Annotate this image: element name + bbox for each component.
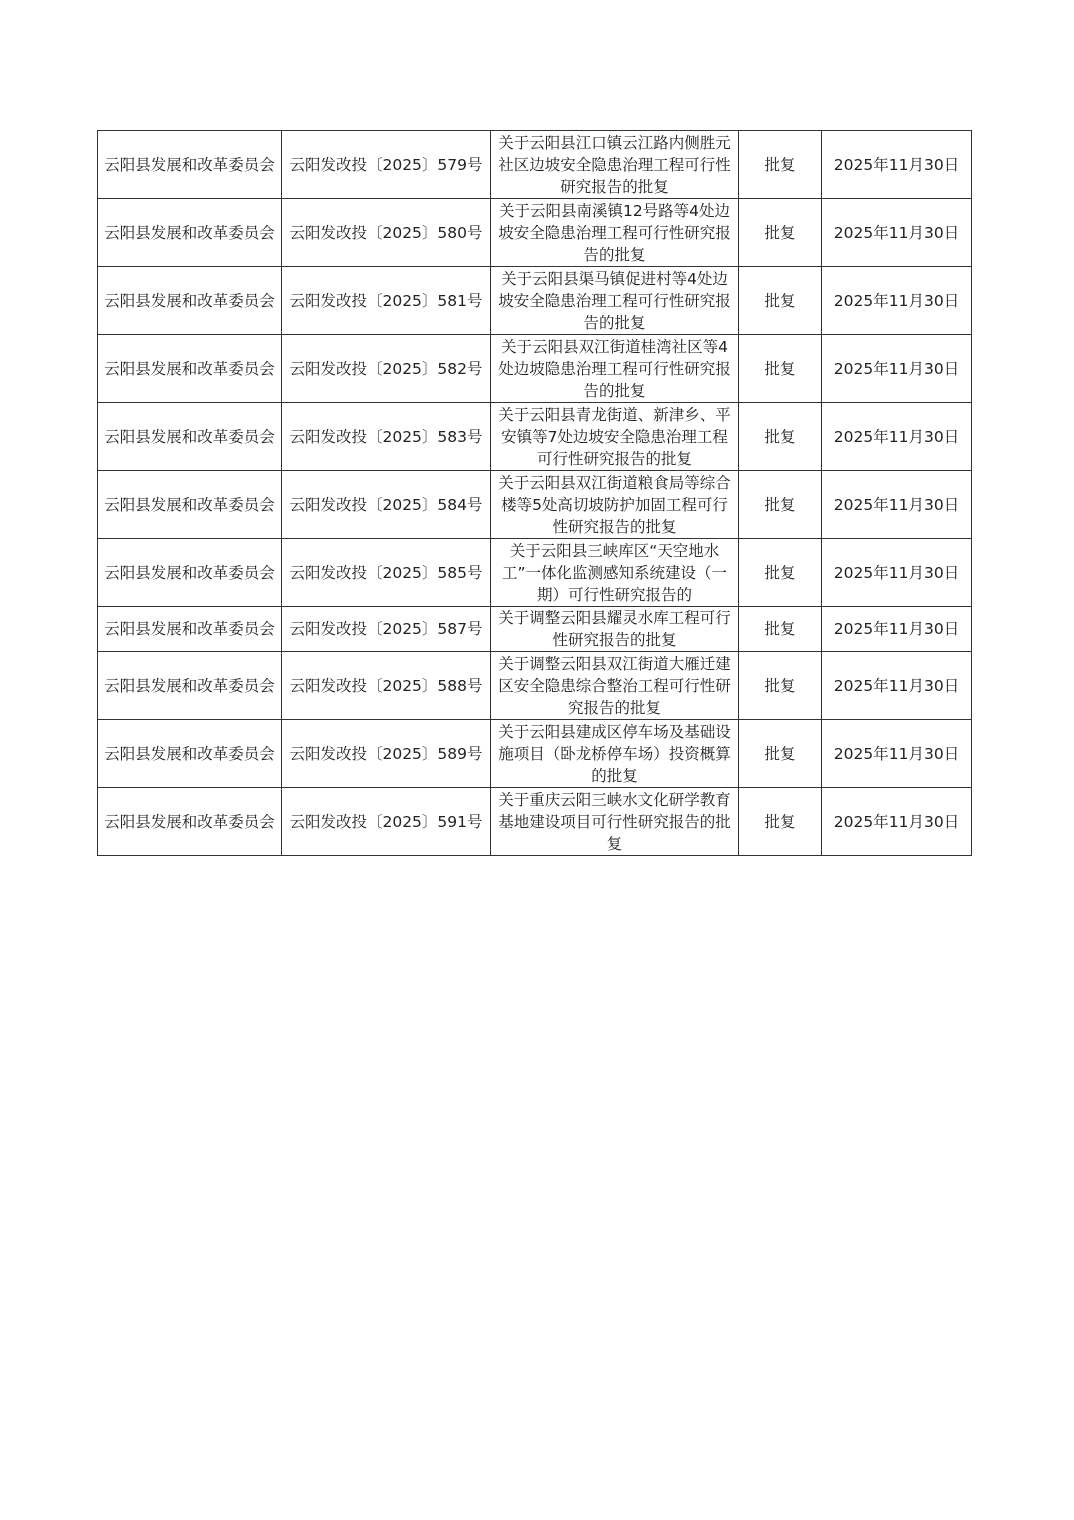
table-row (98, 403, 972, 471)
document-number-cell: 云阳发改投〔2025〕588号 (282, 652, 491, 720)
document-title-cell (491, 539, 739, 607)
issuing-org-cell: 云阳县发展和改革委员会 (98, 720, 282, 788)
document-number-cell: 云阳发改投〔2025〕589号 (282, 720, 491, 788)
document-number-cell: 云阳发改投〔2025〕587号 (282, 607, 491, 652)
issuing-org-cell: 云阳县发展和改革委员会 (98, 267, 282, 335)
document-title-cell (491, 335, 739, 403)
document-title-text: 关于云阳县建成区停车场及基础设施项目（卧龙桥停车场）投资概算的批复 (498, 722, 731, 785)
document-date-cell: 2025年11月30日 (822, 267, 972, 335)
document-title-text: 关于调整云阳县双江街道大雁迁建区安全隐患综合整治工程可行性研究报告的批复 (498, 654, 731, 717)
document-title-text: 关于云阳县江口镇云江路内侧胜元社区边坡安全隐患治理工程可行性研究报告的批复 (498, 133, 731, 196)
document-title-text: 关于云阳县三峡库区“天空地水工”一体化监测感知系统建设（一期）可行性研究报告的 (501, 541, 728, 604)
document-title-cell (491, 131, 739, 199)
document-title-text: 关于重庆云阳三峡水文化研学教育基地建设项目可行性研究报告的批复 (498, 790, 731, 853)
document-number-cell: 云阳发改投〔2025〕580号 (282, 199, 491, 267)
document-type-cell: 批复 (739, 471, 822, 539)
document-number-cell: 云阳发改投〔2025〕581号 (282, 267, 491, 335)
document-title-text: 关于云阳县双江街道粮食局等综合楼等5处高切坡防护加固工程可行性研究报告的批复 (498, 473, 731, 536)
document-date-cell: 2025年11月30日 (822, 471, 972, 539)
document-number-cell: 云阳发改投〔2025〕584号 (282, 471, 491, 539)
issuing-org-cell: 云阳县发展和改革委员会 (98, 199, 282, 267)
table-row (98, 267, 972, 335)
document-date-cell: 2025年11月30日 (822, 652, 972, 720)
document-date-cell: 2025年11月30日 (822, 720, 972, 788)
table-row (98, 607, 972, 652)
issuing-org-cell: 云阳县发展和改革委员会 (98, 403, 282, 471)
document-title-text: 关于云阳县双江街道桂湾社区等4处边坡隐患治理工程可行性研究报告的批复 (498, 337, 731, 400)
issuing-org-cell: 云阳县发展和改革委员会 (98, 335, 282, 403)
issuing-org-cell: 云阳县发展和改革委员会 (98, 471, 282, 539)
document-type-cell: 批复 (739, 335, 822, 403)
issuing-org-cell: 云阳县发展和改革委员会 (98, 652, 282, 720)
document-number-cell: 云阳发改投〔2025〕582号 (282, 335, 491, 403)
document-type-cell: 批复 (739, 199, 822, 267)
table-row (98, 471, 972, 539)
table-row (98, 652, 972, 720)
document-type-cell: 批复 (739, 403, 822, 471)
document-title-text: 关于云阳县渠马镇促进村等4处边坡安全隐患治理工程可行性研究报告的批复 (498, 269, 731, 332)
document-type-cell: 批复 (739, 267, 822, 335)
document-title-text: 关于调整云阳县耀灵水库工程可行性研究报告的批复 (498, 609, 731, 649)
document-title-cell (491, 199, 739, 267)
document-date-cell: 2025年11月30日 (822, 131, 972, 199)
issuing-org-cell: 云阳县发展和改革委员会 (98, 131, 282, 199)
document-type-cell: 批复 (739, 607, 822, 652)
document-number-cell: 云阳发改投〔2025〕591号 (282, 788, 491, 856)
table-row (98, 199, 972, 267)
document-type-cell: 批复 (739, 788, 822, 856)
approval-documents-table (97, 130, 972, 856)
table-row (98, 335, 972, 403)
table-row (98, 720, 972, 788)
document-date-cell: 2025年11月30日 (822, 607, 972, 652)
document-date-cell: 2025年11月30日 (822, 335, 972, 403)
document-type-cell: 批复 (739, 652, 822, 720)
document-title-cell (491, 471, 739, 539)
document-type-cell: 批复 (739, 539, 822, 607)
document-title-cell (491, 607, 739, 652)
document-title-cell (491, 652, 739, 720)
document-title-cell (491, 788, 739, 856)
document-number-cell: 云阳发改投〔2025〕585号 (282, 539, 491, 607)
document-type-cell: 批复 (739, 720, 822, 788)
document-title-text: 关于云阳县青龙街道、新津乡、平安镇等7处边坡安全隐患治理工程可行性研究报告的批复 (498, 405, 731, 468)
issuing-org-cell: 云阳县发展和改革委员会 (98, 539, 282, 607)
document-title-cell (491, 267, 739, 335)
issuing-org-cell: 云阳县发展和改革委员会 (98, 607, 282, 652)
table-row (98, 539, 972, 607)
document-date-cell: 2025年11月30日 (822, 199, 972, 267)
table-row (98, 131, 972, 199)
document-number-cell: 云阳发改投〔2025〕583号 (282, 403, 491, 471)
document-type-cell: 批复 (739, 131, 822, 199)
document-title-cell (491, 403, 739, 471)
document-date-cell: 2025年11月30日 (822, 788, 972, 856)
document-title-cell (491, 720, 739, 788)
document-date-cell: 2025年11月30日 (822, 539, 972, 607)
issuing-org-cell: 云阳县发展和改革委员会 (98, 788, 282, 856)
document-number-cell: 云阳发改投〔2025〕579号 (282, 131, 491, 199)
table-row (98, 788, 972, 856)
document-title-text: 关于云阳县南溪镇12号路等4处边坡安全隐患治理工程可行性研究报告的批复 (498, 201, 731, 264)
document-date-cell: 2025年11月30日 (822, 403, 972, 471)
